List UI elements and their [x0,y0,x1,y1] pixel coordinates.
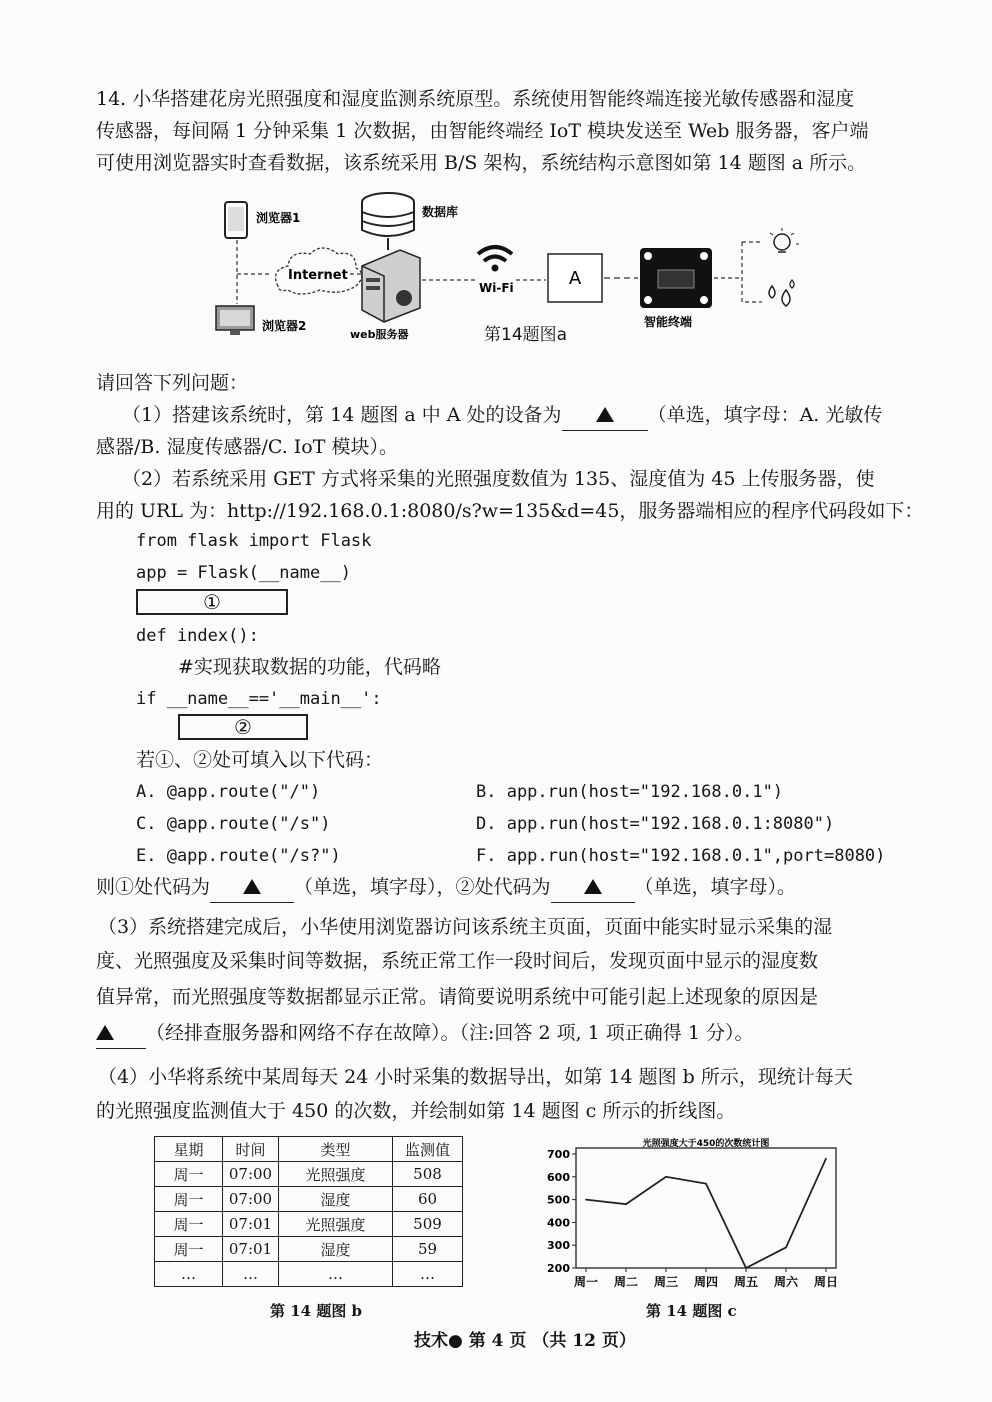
light-bulb-icon [770,228,799,252]
data-point [825,1158,827,1160]
table-cell: 周一 [155,1237,223,1262]
browser2-label: 浏览器2 [262,319,307,333]
answer-blank-1[interactable] [562,400,648,431]
wifi-label: Wi-Fi [479,281,514,295]
data-point [705,1183,707,1185]
table-row [155,1187,463,1212]
figure-b-caption: 第 14 题图 b [270,1302,363,1320]
option-b: B. app.run(host="192.168.0.1") [476,782,784,802]
table-cell: … [279,1262,393,1287]
table-cell: … [223,1262,279,1287]
table-cell: 光照强度 [279,1212,393,1237]
q2-answer-line: 则①处代码为 （单选，填字母），②处代码为 （单选，填字母）。 [96,872,796,903]
table-cell: … [393,1262,463,1287]
q3-line-1: （3）系统搭建完成后，小华使用浏览器访问该系统主页面，页面中能实时显示采集的湿 [98,916,833,938]
table-header: 星期 [155,1137,223,1162]
q3-line-4: （经排查服务器和网络不存在故障）。（注:回答 2 项, 1 项正确得 1 分）。 [96,1018,753,1049]
code-line-4: #实现获取数据的功能，代码略 [178,656,441,678]
answer-blank-3[interactable] [551,872,635,903]
table-cell: … [155,1262,223,1287]
answer-blank-4[interactable] [96,1018,146,1049]
x-tick-label: 周四 [693,1275,719,1289]
web-server-label: web服务器 [350,328,409,341]
table-cell: 周一 [155,1187,223,1212]
x-tick-label: 周三 [653,1275,679,1289]
computer-icon [216,306,254,335]
table-header: 时间 [223,1137,279,1162]
table-cell: 509 [393,1212,463,1237]
x-tick-label: 周五 [733,1275,759,1289]
code-slot-2[interactable]: ② [178,714,308,740]
answer-triangle-icon [596,407,614,422]
option-c: C. @app.route("/s") [136,814,331,834]
y-tick-label: 300 [547,1239,570,1253]
table-cell: 07:00 [223,1162,279,1187]
browser1-label: 浏览器1 [256,211,301,225]
options-intro: 若①、②处可填入以下代码： [136,749,384,771]
prompt: 请回答下列问题： [96,372,249,394]
table-cell: 60 [393,1187,463,1212]
y-tick-label: 600 [547,1170,570,1184]
q4-line-2: 的光照强度监测值大于 450 的次数，并绘制如第 14 题图 c 所示的折线图。 [96,1100,736,1122]
web-server-icon [362,250,420,322]
answer-triangle-icon [96,1025,114,1040]
data-point [665,1176,667,1178]
box-a-label: A [568,268,582,289]
question-line-1: 14. 小华搭建花房光照强度和湿度监测系统原型。系统使用智能终端连接光敏传感器和湿度 [96,88,855,110]
option-d: D. app.run(host="192.168.0.1:8080") [476,814,835,834]
q2-line-2: 用的 URL 为：http://192.168.0.1:8080/s?w=135&d=45，服务器端相应的程序代码段如下： [96,500,924,522]
table-cell: 光照强度 [279,1162,393,1187]
y-tick-label: 400 [547,1216,570,1230]
table-row [155,1237,463,1262]
figure-a-caption: 第14题图a [484,325,568,345]
data-table [154,1136,463,1287]
y-tick-label: 700 [547,1148,570,1161]
q1-line-1: （1）搭建该系统时，第 14 题图 a 中 A 处的设备为 （单选，填字母：A. 光敏传 [122,400,882,431]
table-cell: 07:01 [223,1212,279,1237]
table-cell: 07:01 [223,1237,279,1262]
answer-triangle-icon [243,879,261,894]
code-line-5: if __name__=='__main__': [136,689,382,709]
answer-blank-2[interactable] [210,872,294,903]
table-cell: 59 [393,1237,463,1262]
table-cell: 07:00 [223,1187,279,1212]
figure-c-caption: 第 14 题图 c [646,1302,737,1320]
table-header: 监测值 [393,1137,463,1162]
x-tick-label: 周六 [773,1275,799,1289]
table-row [155,1262,463,1287]
code-slot-1[interactable]: ① [136,589,288,615]
table-cell: 周一 [155,1162,223,1187]
q4-line-1: （4）小华将系统中某周每天 24 小时采集的数据导出，如第 14 题图 b 所示，现统计每天 [98,1066,853,1088]
code-line-1: from flask import Flask [136,531,372,551]
page-footer: 技术● 第 4 页 （共 12 页） [414,1331,636,1351]
answer-triangle-icon [584,879,602,894]
table-cell: 周一 [155,1212,223,1237]
q1-line-2: 感器/B. 湿度传感器/C. IoT 模块）。 [96,436,398,458]
internet-label: Internet [288,268,348,283]
x-tick-label: 周日 [813,1275,839,1289]
code-line-3: def index(): [136,626,259,646]
smart-terminal-icon [640,248,712,308]
table-cell: 湿度 [279,1237,393,1262]
q3-line-2: 度、光照强度及采集时间等数据，系统正常工作一段时间后，发现页面中显示的湿度数 [96,950,819,972]
x-tick-label: 周二 [613,1275,639,1289]
option-e: E. @app.route("/s?") [136,846,341,866]
question-line-3: 可使用浏览器实时查看数据，该系统采用 B/S 架构，系统结构示意图如第 14 题图 a 所示。 [96,152,867,174]
series-line [586,1159,826,1268]
q3-line-3: 值异常，而光照强度等数据都显示正常。请简要说明系统中可能引起上述现象的原因是 [96,986,819,1008]
table-cell: 508 [393,1162,463,1187]
q2-line-1: （2）若系统采用 GET 方式将采集的光照强度数值为 135、湿度值为 45 上传服务器，使 [122,468,875,490]
phone-icon [225,202,247,238]
data-point [785,1247,787,1249]
database-label: 数据库 [422,205,459,219]
chart-title: 光照强度大于450的次数统计图 [642,1139,770,1149]
plot-frame [576,1148,836,1268]
question-line-2: 传感器，每间隔 1 分钟采集 1 次数据，由智能终端经 IoT 模块发送至 Web 服务器，客户端 [96,120,869,142]
table-header-row [155,1137,463,1162]
code-line-2: app = Flask(__name__) [136,563,351,583]
table-cell: 湿度 [279,1187,393,1212]
table-row [155,1162,463,1187]
y-tick-label: 200 [547,1262,570,1275]
database-icon [362,193,414,236]
data-point [745,1267,747,1269]
option-f: F. app.run(host="192.168.0.1",port=8080) [476,846,886,866]
table-header: 类型 [279,1137,393,1162]
water-drops-icon [769,280,794,306]
data-point [585,1199,587,1201]
terminal-label: 智能终端 [644,315,693,329]
line-chart [536,1132,846,1296]
table-row [155,1212,463,1237]
data-point [625,1203,627,1205]
y-tick-label: 500 [547,1193,570,1207]
x-tick-label: 周一 [573,1275,599,1289]
wifi-icon [478,247,512,272]
option-a: A. @app.route("/") [136,782,321,802]
